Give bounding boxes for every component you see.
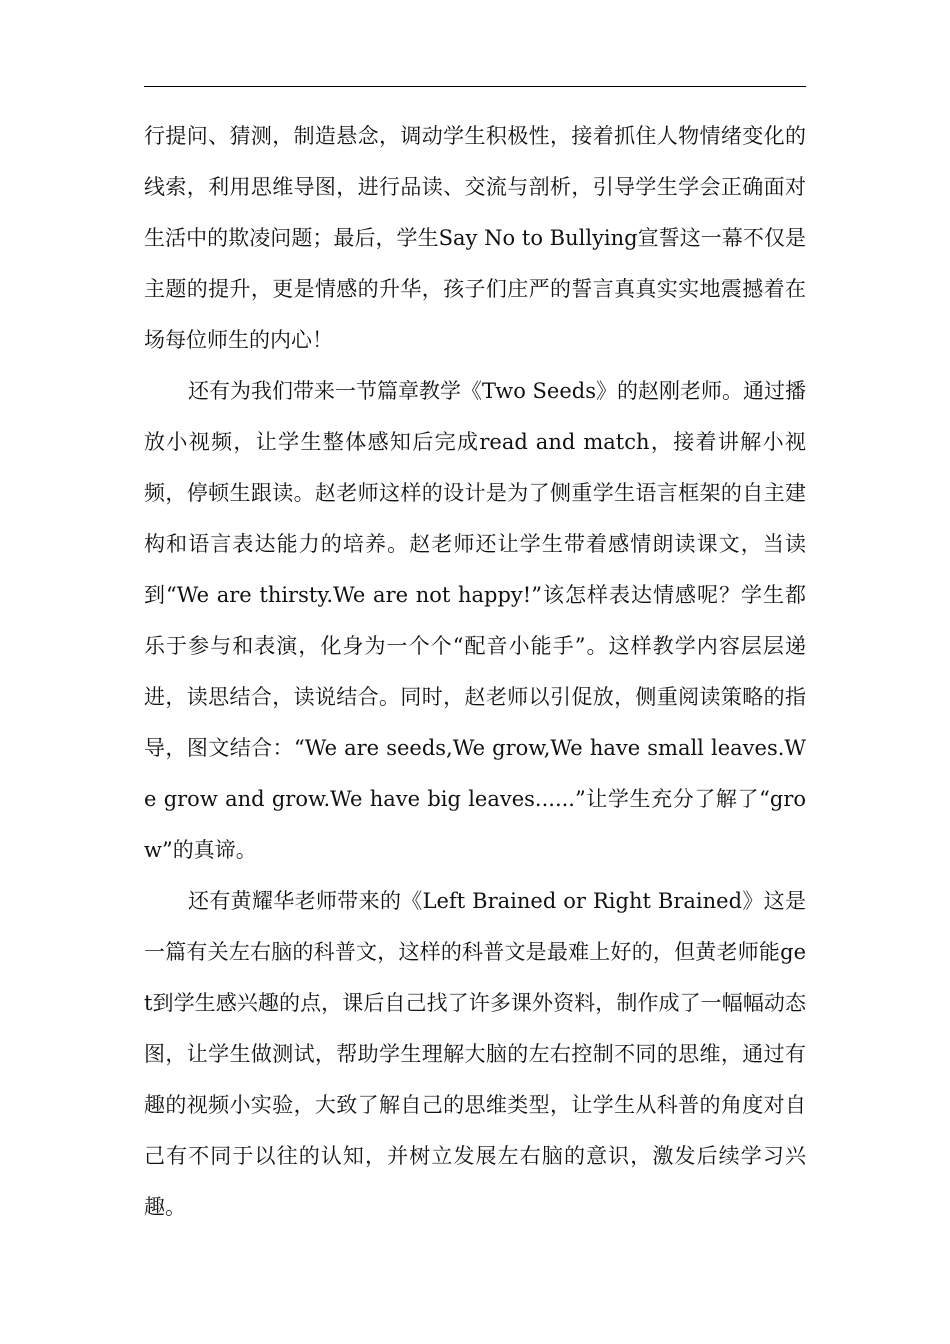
document-body [144, 111, 806, 1233]
paragraph-2: 还有为我们带来一节篇章教学《Two Seeds》的赵刚老师。通过播放小视频，让学生整体感知后完成read and match，接着讲解小视频，停顿生跟读。赵老师这样的设计是为了侧重学生语言框架的自主建构和语言表达能力的培养。赵老师还让学生带着感情朗读课文，当读到“We are thirsty.We are not happy!”该怎样表达情感呢？学生都乐于参与和表演，化身为一个个“配音小能手”。这样教学内容层层递进，读思结合，读说结合。同时，赵老师以引促放，侧重阅读策略的指导，图文结合：“We are seeds,We grow,We have small leaves.We grow and grow.We have big leaves......”让学生充分了解了“grow”的真谛。 [144, 379, 807, 862]
paragraph-1: 行提问、猜测，制造悬念，调动学生积极性，接着抓住人物情绪变化的线索，利用思维导图，进行品读、交流与剖析，引导学生学会正确面对生活中的欺凌问题；最后，学生Say No to Bullying宣誓这一幕不仅是主题的提升，更是情感的升华，孩子们庄严的誓言真真实实地震撼着在场每位师生的内心！ [144, 124, 806, 352]
paragraph-3: 还有黄耀华老师带来的《Left Brained or Right Brained》这是一篇有关左右脑的科普文，这样的科普文是最难上好的，但黄老师能get到学生感兴趣的点，课后自己找了许多课外资料，制作成了一幅幅动态图，让学生做测试，帮助学生理解大脑的左右控制不同的思维，通过有趣的视频小实验，大致了解自己的思维类型，让学生从科普的角度对自己有不同于以往的认知，并树立发展左右脑的意识，激发后续学习兴趣。 [144, 889, 806, 1219]
header-rule [144, 86, 806, 87]
